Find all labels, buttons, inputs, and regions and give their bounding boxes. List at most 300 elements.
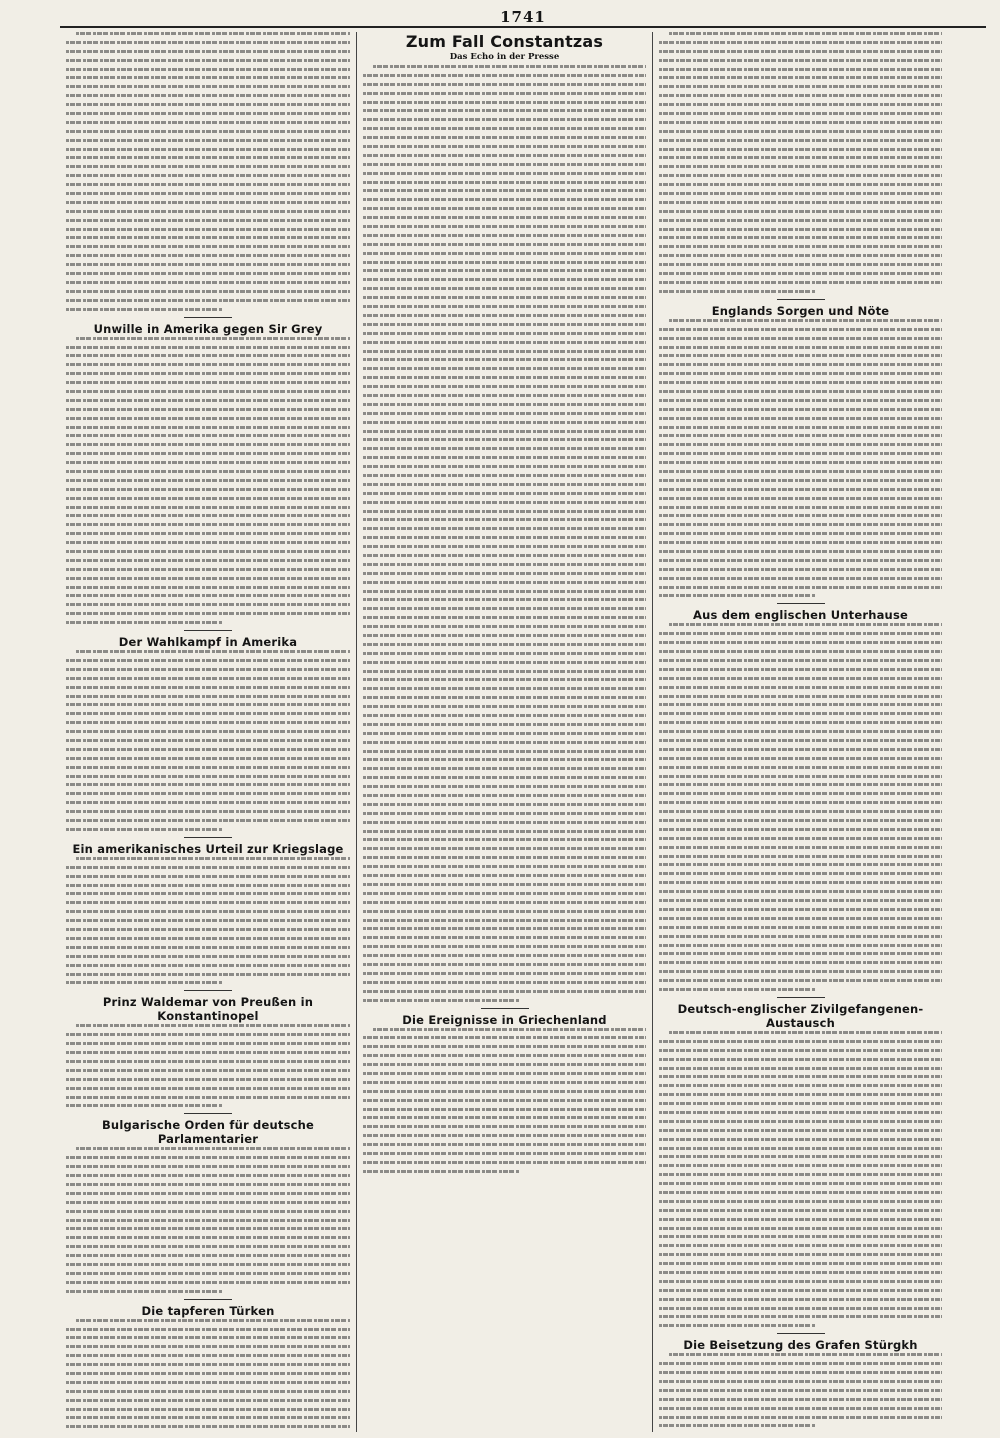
text-line <box>659 94 942 97</box>
text-line <box>76 1319 350 1322</box>
article-separator <box>777 1333 825 1334</box>
text-line <box>363 1090 646 1093</box>
text-line <box>659 443 942 446</box>
text-line <box>659 810 942 813</box>
text-line <box>66 192 350 195</box>
text-line <box>659 1120 942 1123</box>
text-line <box>66 801 350 804</box>
article-headline: Englands Sorgen und Nöte <box>711 303 890 318</box>
text-line <box>659 354 942 357</box>
text-line <box>66 612 350 615</box>
text-line <box>66 408 350 411</box>
text-line <box>363 883 646 886</box>
article-headline: Bulgarische Orden für deutsche Parlamentarier <box>101 1118 315 1147</box>
text-line <box>66 1281 350 1284</box>
text-line <box>659 872 942 875</box>
text-line <box>66 121 350 124</box>
text-line <box>66 703 350 706</box>
text-line <box>659 1093 942 1096</box>
text-line <box>363 678 646 681</box>
text-line <box>66 434 350 437</box>
text-line <box>66 775 350 778</box>
text-line <box>363 856 646 859</box>
article <box>659 997 942 1327</box>
text-line <box>363 1134 646 1137</box>
text-line <box>363 1072 646 1075</box>
text-line <box>659 1253 942 1256</box>
text-line <box>659 1280 942 1283</box>
text-line <box>363 510 646 513</box>
text-line <box>66 810 350 813</box>
text-line <box>363 456 646 459</box>
text-line <box>66 245 350 248</box>
text-line <box>363 590 646 593</box>
text-line <box>66 1254 350 1257</box>
text-line <box>659 228 942 231</box>
text-line <box>66 470 350 473</box>
text-line <box>659 686 942 689</box>
text-line <box>659 1040 942 1043</box>
text-line <box>363 127 646 130</box>
text-line <box>659 792 942 795</box>
text-line <box>363 323 646 326</box>
text-line <box>659 497 942 500</box>
text-line <box>659 1111 942 1114</box>
text-line <box>363 874 646 877</box>
text-line <box>659 523 942 526</box>
text-line <box>659 1362 942 1365</box>
text-line <box>66 85 350 88</box>
text-line <box>66 1051 350 1054</box>
text-line <box>363 314 646 317</box>
text-line <box>659 1271 942 1274</box>
text-line <box>363 163 646 166</box>
text-line <box>659 819 942 822</box>
text-line <box>659 201 942 204</box>
text-line <box>659 76 942 79</box>
text-line <box>363 394 646 397</box>
text-line <box>363 732 646 735</box>
text-line <box>669 623 942 626</box>
text-line <box>66 254 350 257</box>
text-line <box>66 390 350 393</box>
text-line <box>659 1218 942 1221</box>
text-line <box>659 952 942 955</box>
article <box>659 32 942 293</box>
text-line <box>659 399 942 402</box>
text-line <box>669 32 942 35</box>
column-1 <box>60 32 356 1432</box>
text-line <box>363 1161 646 1164</box>
text-line <box>66 937 350 940</box>
text-line <box>66 174 350 177</box>
text-line <box>66 130 350 133</box>
text-line <box>363 981 646 984</box>
text-line <box>363 403 646 406</box>
text-line <box>659 757 942 760</box>
text-line <box>363 616 646 619</box>
text-line <box>659 1424 815 1427</box>
text-line <box>659 748 942 751</box>
text-line <box>66 1236 350 1239</box>
text-line <box>66 112 350 115</box>
text-line <box>363 714 646 717</box>
text-line <box>66 1219 350 1222</box>
article-headline: Deutsch-englischer Zivilgefangenen-Austausch <box>677 1001 924 1030</box>
text-line <box>363 972 646 975</box>
text-line <box>659 434 942 437</box>
text-line <box>659 1173 942 1176</box>
text-line <box>66 148 350 151</box>
text-line <box>66 695 350 698</box>
text-line <box>363 838 646 841</box>
text-line <box>659 632 942 635</box>
text-line <box>363 945 646 948</box>
text-line <box>363 367 646 370</box>
text-line <box>66 973 350 976</box>
text-line <box>659 514 942 517</box>
text-line <box>373 65 646 68</box>
text-line <box>659 130 942 133</box>
text-line <box>363 305 646 308</box>
text-line <box>363 341 646 344</box>
text-line <box>659 219 942 222</box>
text-line <box>363 181 646 184</box>
text-line <box>659 926 942 929</box>
article-separator <box>184 837 232 838</box>
text-line <box>669 1353 942 1356</box>
text-line <box>363 332 646 335</box>
text-line <box>363 652 646 655</box>
text-line <box>66 964 350 967</box>
text-line <box>66 103 350 106</box>
text-line <box>659 68 942 71</box>
text-line <box>66 1042 350 1045</box>
text-line <box>66 272 350 275</box>
text-line <box>66 506 350 509</box>
article-headline: Zum Fall Constantzas <box>405 32 604 51</box>
text-line <box>659 1324 815 1327</box>
text-line <box>66 1069 350 1072</box>
text-line <box>659 1416 942 1419</box>
text-line <box>659 863 942 866</box>
text-line <box>659 85 942 88</box>
text-line <box>66 668 350 671</box>
text-line <box>363 465 646 468</box>
text-line <box>659 650 942 653</box>
article-body-text <box>66 337 350 625</box>
text-line <box>659 783 942 786</box>
text-line <box>363 296 646 299</box>
text-line <box>363 492 646 495</box>
text-line <box>659 559 942 562</box>
text-line <box>66 1272 350 1275</box>
text-line <box>659 479 942 482</box>
article <box>66 317 350 625</box>
text-line <box>66 399 350 402</box>
text-line <box>659 1380 942 1383</box>
text-line <box>66 1165 350 1168</box>
text-line <box>659 1227 942 1230</box>
text-line <box>363 910 646 913</box>
text-line <box>66 559 350 562</box>
text-line <box>363 225 646 228</box>
text-line <box>66 41 350 44</box>
text-line <box>363 892 646 895</box>
text-line <box>66 1174 350 1177</box>
text-line <box>659 408 942 411</box>
text-line <box>363 927 646 930</box>
article-body-text <box>66 857 350 984</box>
text-line <box>363 1116 646 1119</box>
text-line <box>659 766 942 769</box>
text-line <box>659 1315 942 1318</box>
text-line <box>373 1028 646 1031</box>
text-line <box>363 447 646 450</box>
text-line <box>363 830 646 833</box>
article-headline: Ein amerikanisches Urteil zur Kriegslage <box>72 841 344 856</box>
article-separator <box>184 1299 232 1300</box>
text-line <box>66 712 350 715</box>
text-line <box>659 390 942 393</box>
text-line <box>659 586 942 589</box>
text-line <box>66 1328 350 1331</box>
text-line <box>659 1244 942 1247</box>
text-line <box>363 243 646 246</box>
text-line <box>363 278 646 281</box>
text-line <box>659 1155 942 1158</box>
text-line <box>66 1345 350 1348</box>
text-line <box>659 59 942 62</box>
text-line <box>363 198 646 201</box>
text-line <box>659 452 942 455</box>
text-line <box>363 1143 646 1146</box>
text-line <box>66 828 222 831</box>
text-line <box>659 775 942 778</box>
text-line <box>66 236 350 239</box>
text-line <box>66 1060 350 1063</box>
article-headline: Unwille in Amerika gegen Sir Grey <box>93 321 323 336</box>
text-line <box>66 1372 350 1375</box>
text-line <box>659 1262 942 1265</box>
text-line <box>363 269 646 272</box>
text-line <box>659 1407 942 1410</box>
text-line <box>76 32 350 35</box>
text-line <box>66 488 350 491</box>
text-line <box>659 236 942 239</box>
text-line <box>659 381 942 384</box>
text-line <box>659 801 942 804</box>
text-line <box>66 1210 350 1213</box>
text-line <box>66 228 350 231</box>
text-line <box>66 1201 350 1204</box>
text-line <box>66 550 350 553</box>
text-line <box>363 527 646 530</box>
text-line <box>66 1390 350 1393</box>
text-line <box>66 372 350 375</box>
text-line <box>363 572 646 575</box>
text-line <box>659 1298 942 1301</box>
article-headline: Die Ereignisse in Griechenland <box>402 1012 607 1027</box>
text-line <box>363 412 646 415</box>
text-line <box>66 586 350 589</box>
text-line <box>669 1031 942 1034</box>
text-line <box>659 426 942 429</box>
column-3 <box>652 32 948 1432</box>
text-line <box>66 1245 350 1248</box>
text-line <box>363 767 646 770</box>
text-line <box>659 899 942 902</box>
text-line <box>363 847 646 850</box>
text-line <box>66 875 350 878</box>
text-line <box>363 821 646 824</box>
text-line <box>66 792 350 795</box>
text-line <box>363 154 646 157</box>
text-line <box>363 483 646 486</box>
text-line <box>363 785 646 788</box>
text-line <box>659 417 942 420</box>
text-line <box>659 148 942 151</box>
text-line <box>66 281 350 284</box>
text-line <box>363 101 646 104</box>
text-line <box>363 1152 646 1155</box>
text-line <box>66 928 350 931</box>
text-line <box>66 866 350 869</box>
text-line <box>363 385 646 388</box>
text-line <box>363 803 646 806</box>
text-line <box>363 919 646 922</box>
text-line <box>659 703 942 706</box>
text-line <box>659 970 942 973</box>
text-line <box>363 430 646 433</box>
text-line <box>363 1170 519 1173</box>
text-line <box>363 776 646 779</box>
text-line <box>659 183 942 186</box>
text-line <box>363 474 646 477</box>
text-line <box>363 1063 646 1066</box>
article-body-text <box>363 65 646 1002</box>
article-body-text <box>66 32 350 311</box>
text-line <box>363 625 646 628</box>
text-line <box>66 1087 350 1090</box>
article-separator <box>184 630 232 631</box>
text-line <box>66 1192 350 1195</box>
text-line <box>66 263 350 266</box>
text-line <box>66 50 350 53</box>
text-line <box>66 568 350 571</box>
text-line <box>66 739 350 742</box>
text-line <box>659 641 942 644</box>
text-line <box>659 1191 942 1194</box>
page-number: 1741 <box>500 8 546 26</box>
text-line <box>76 1147 350 1150</box>
text-line <box>659 156 942 159</box>
text-line <box>76 1024 350 1027</box>
text-line <box>659 41 942 44</box>
text-line <box>659 677 942 680</box>
text-line <box>659 961 942 964</box>
text-line <box>659 165 942 168</box>
text-line <box>659 488 942 491</box>
article <box>659 1333 942 1427</box>
text-line <box>66 1096 350 1099</box>
text-line <box>66 910 350 913</box>
text-line <box>66 68 350 71</box>
text-line <box>66 156 350 159</box>
text-line <box>363 1054 646 1057</box>
text-line <box>66 219 350 222</box>
text-line <box>66 381 350 384</box>
article <box>363 32 646 1002</box>
article <box>363 1008 646 1173</box>
text-line <box>363 1108 646 1111</box>
text-line <box>66 901 350 904</box>
text-line <box>66 884 350 887</box>
text-line <box>66 1399 350 1402</box>
text-line <box>66 1156 350 1159</box>
text-line <box>363 252 646 255</box>
article-body-text <box>659 319 942 598</box>
header-rule <box>60 26 986 28</box>
text-line <box>659 739 942 742</box>
text-line <box>659 1129 942 1132</box>
article-separator <box>184 317 232 318</box>
text-line <box>363 865 646 868</box>
text-line <box>363 758 646 761</box>
text-line <box>66 748 350 751</box>
text-line <box>363 145 646 148</box>
text-line <box>659 594 815 597</box>
text-line <box>363 1036 646 1039</box>
text-line <box>659 881 942 884</box>
text-line <box>76 857 350 860</box>
text-line <box>659 112 942 115</box>
text-line <box>66 514 350 517</box>
text-line <box>66 1104 222 1107</box>
text-line <box>659 1084 942 1087</box>
text-line <box>659 979 942 982</box>
article-headline: Die tapferen Türken <box>141 1303 275 1318</box>
text-line <box>659 721 942 724</box>
text-line <box>66 677 350 680</box>
article-body-text <box>66 1319 350 1432</box>
text-line <box>659 1058 942 1061</box>
text-line <box>66 1416 350 1419</box>
article-body-text <box>66 650 350 831</box>
text-line <box>659 245 942 248</box>
text-line <box>659 890 942 893</box>
text-line <box>659 532 942 535</box>
text-line <box>363 1081 646 1084</box>
text-line <box>363 643 646 646</box>
text-line <box>659 1138 942 1141</box>
text-line <box>659 695 942 698</box>
article-separator <box>777 603 825 604</box>
article-body-text <box>659 1353 942 1427</box>
text-line <box>66 299 350 302</box>
text-line <box>659 174 942 177</box>
text-line <box>659 730 942 733</box>
text-line <box>363 136 646 139</box>
text-line <box>76 650 350 653</box>
text-line <box>363 901 646 904</box>
text-line <box>659 1075 942 1078</box>
article <box>66 1299 350 1432</box>
text-line <box>363 936 646 939</box>
text-line <box>363 216 646 219</box>
text-line <box>66 819 350 822</box>
text-line <box>659 470 942 473</box>
